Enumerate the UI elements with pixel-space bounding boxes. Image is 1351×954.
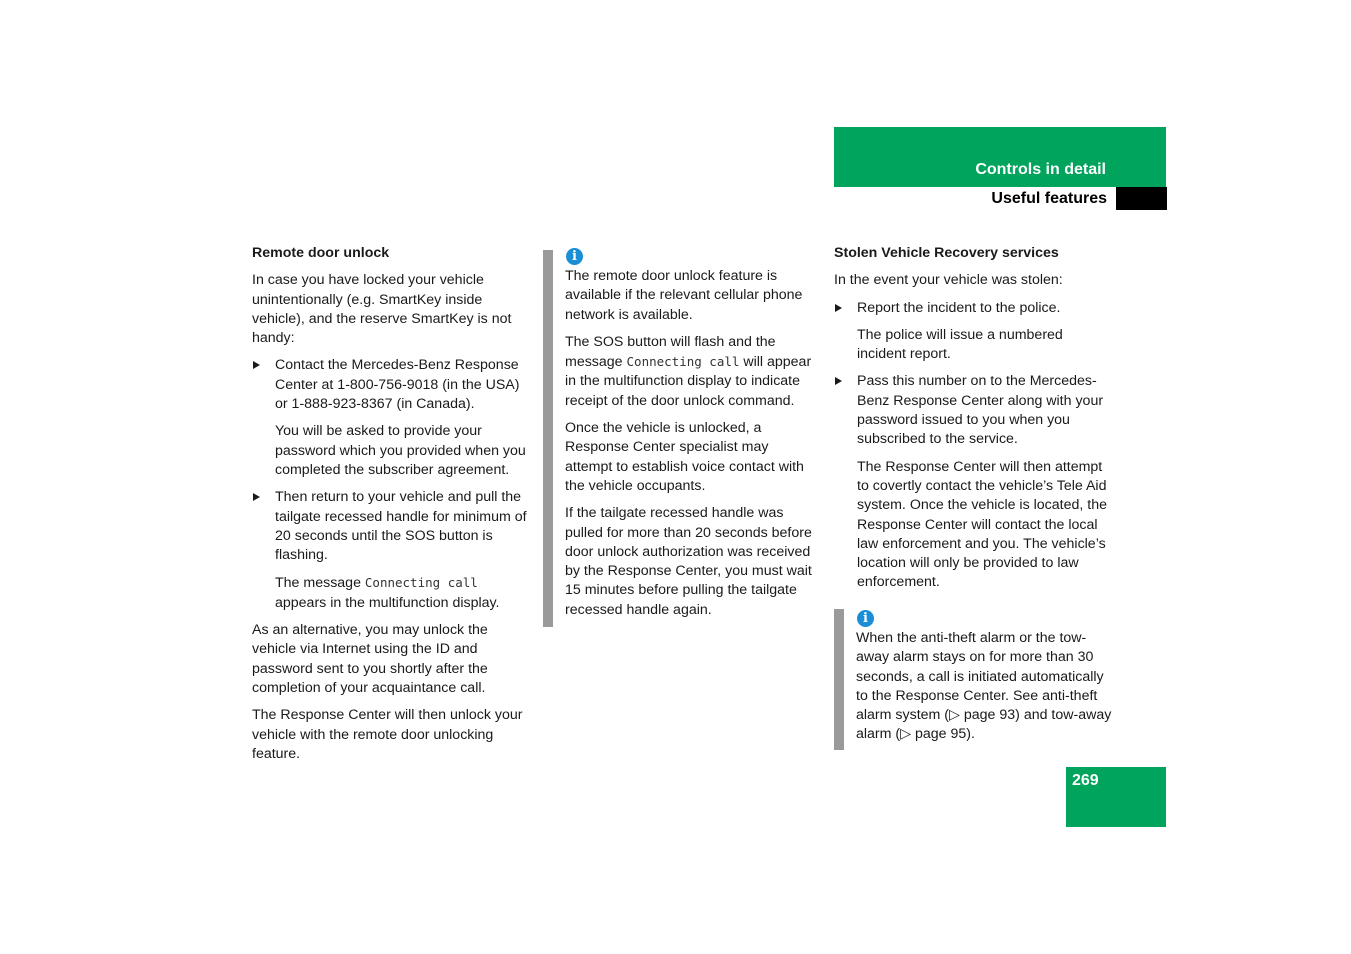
info-paragraph-1: The remote door unlock feature is available if the relevant cellular phone network is available. — [565, 268, 803, 323]
header-marker — [1116, 187, 1167, 210]
paragraph-stolen-intro: In the event your vehicle was stolen: — [834, 272, 1063, 289]
column-remote-door-unlock — [252, 244, 528, 772]
heading-stolen-vehicle: Stolen Vehicle Recovery services — [834, 245, 1059, 261]
step-report-note: The police will issue a numbered incident report. — [857, 326, 1063, 363]
step-contact-note: You will be asked to provide your password which you provided when you completed the subscriber agreement. — [275, 423, 526, 478]
display-message: Connecting call — [364, 575, 478, 591]
page-number-box — [1066, 767, 1166, 827]
step-pass-note: The Response Center will then attempt to covertly contact the vehicle’s Tele Aid system. Once the vehicle is located, the Response Center will contact the local law enforcement and you. The vehicle’s location will only be provided to law enforcement. — [857, 458, 1107, 591]
alarm-note-text: When the anti-theft alarm or the tow-away alarm stays on for more than 30 seconds, a call is initiated automatically to the Response Center. See anti-theft alarm system (▷ page 93) and tow-away alarm (▷ page 95). — [856, 630, 1112, 743]
info-icon: i — [857, 610, 874, 627]
info-paragraph-3: Once the vehicle is unlocked, a Response Center specialist may attempt to establish voice contact with the vehicle occupants. — [565, 420, 804, 494]
heading-remote-door-unlock: Remote door unlock — [252, 245, 390, 261]
info-sidebar-bar-2 — [834, 609, 844, 750]
step-pull-note: The message Connecting call appears in the multifunction display. — [275, 575, 500, 611]
column-stolen-vehicle — [834, 244, 1110, 601]
step-report-police: Report the incident to the police. — [834, 299, 1110, 318]
page-number: 269 — [1072, 772, 1099, 789]
paragraph-intro: In case you have locked your vehicle unintentionally (e.g. SmartKey inside vehicle), and the reserve SmartKey is not handy: — [252, 272, 512, 347]
header-band — [834, 127, 1166, 187]
subsection-title: Useful features — [991, 190, 1107, 207]
paragraph-final: The Response Center will then unlock your vehicle with the remote door unlocking feature. — [252, 707, 523, 762]
display-message: Connecting call — [626, 354, 740, 370]
alarm-info-note — [856, 606, 1112, 753]
step-contact-center: Contact the Mercedes-Benz Response Center at 1-800-756-9018 (in the USA) or 1-888-923-8367 (in Canada). — [252, 356, 528, 414]
info-icon: i — [566, 248, 583, 265]
info-paragraph-4: If the tailgate recessed handle was pulled for more than 20 seconds before door unlock authorization was received by the Response Center, you must wait 15 minutes before pulling the tailgate recessed handle again. — [565, 505, 812, 618]
info-sidebar-bar — [543, 250, 553, 627]
section-title: Controls in detail — [975, 161, 1106, 178]
step-pull-handle: Then return to your vehicle and pull the tailgate recessed handle for minimum of 20 seconds until the SOS button is flashing. — [252, 488, 528, 565]
paragraph-alternative: As an alternative, you may unlock the vehicle via Internet using the ID and password sent to you shortly after the completion of your acquaintance call. — [252, 622, 488, 696]
info-paragraph-2: The SOS button will flash and the message Connecting call will appear in the multifunction display to indicate receipt of the door unlock command. — [565, 333, 812, 409]
step-pass-number: Pass this number on to the Mercedes-Benz Response Center along with your password issued to you when you subscribed to the service. — [834, 372, 1110, 449]
column-info-note — [565, 244, 817, 628]
